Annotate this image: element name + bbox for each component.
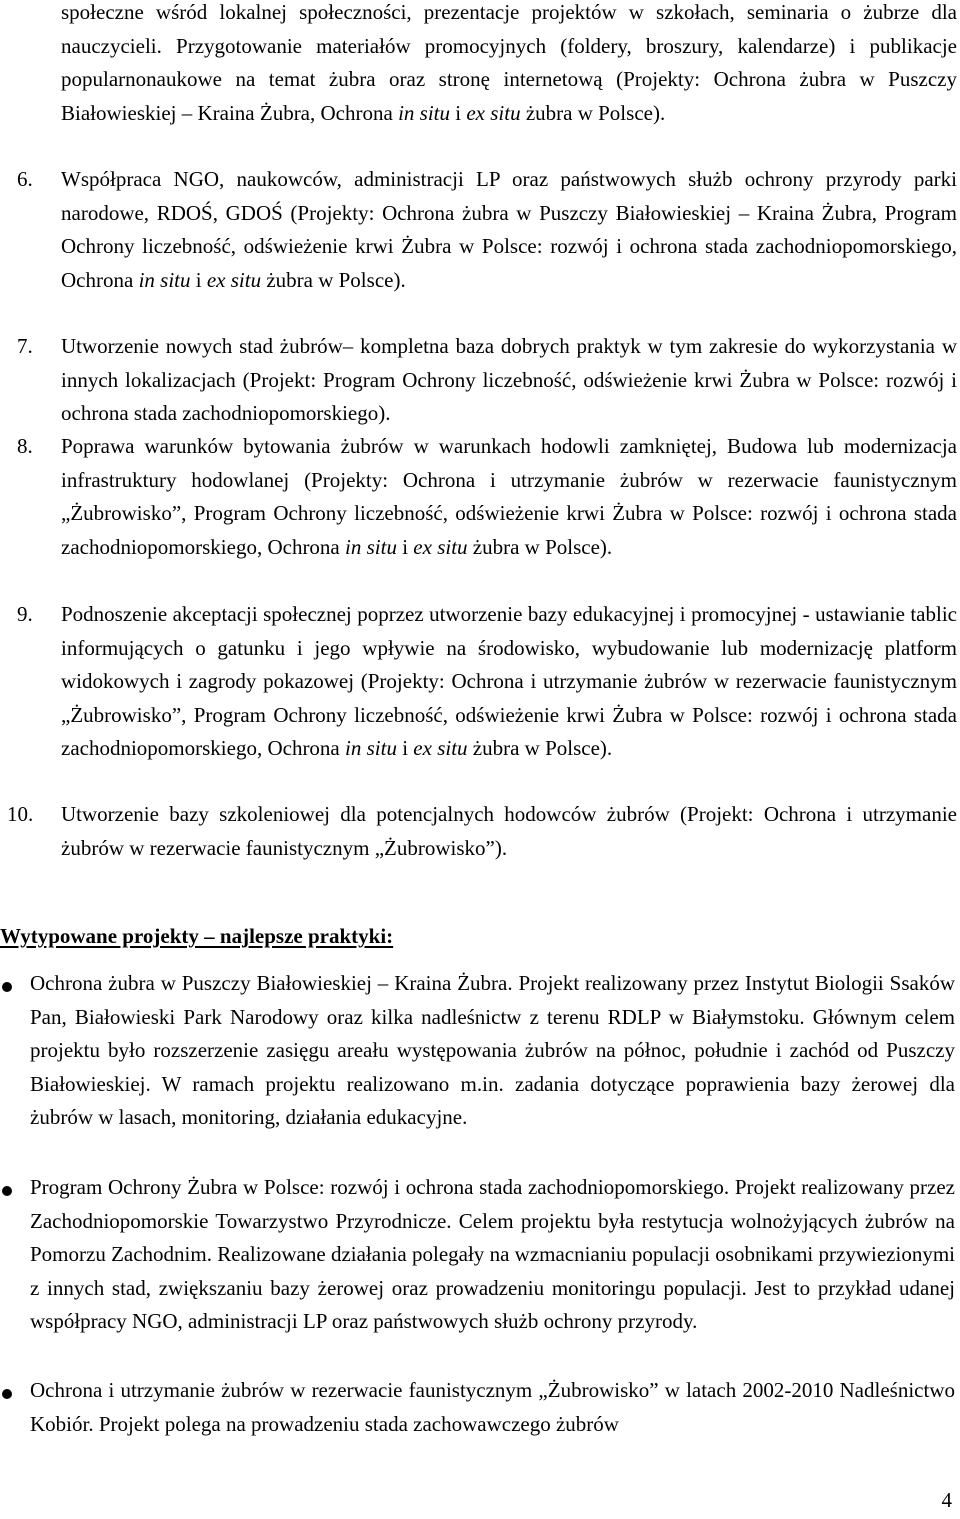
bullet-icon: [2, 1186, 12, 1196]
list-item-number: 10.: [7, 802, 34, 826]
list-item-number: 6.: [17, 167, 33, 191]
bullet-text: Program Ochrony Żubra w Polsce: rozwój i ochrona stada zachodniopomorskiego. Projekt realizowany przez Zachodniopomorskie Towarzystwo Przyrodnicze. Celem projektu była restytucja wolnożyjących żubrów na Pomorzu Zachodnim. Realizowane działania polegały na wzmacnianiu populacji osobnikami przywiezionymi z innych stad, zwiększaniu bazy żerowej oraz prowadzeniu monitoringu populacji. Jest to przykład udanej współpracy NGO, administracji LP oraz państwowych służb ochrony przyrody.: [30, 1175, 955, 1333]
bullet-icon: [2, 1389, 12, 1399]
bullet-item: [0, 1374, 960, 1441]
bullet-text: Ochrona żubra w Puszczy Białowieskiej – Kraina Żubra. Projekt realizowany przez Instytut Biologii Ssaków Pan, Białowieski Park Narodowy oraz kilka nadleśnictw z terenu RDLP w Białymstoku. Głównym celem projektu było rozszerzenie zasięgu areału występowania żubrów na północ, południe i zachód od Puszczy Białowieskiej. W ramach projektu realizowano m.in. zadania dotyczące poprawienia bazy żerowej dla żubrów w lasach, monitoring, działania edukacyjne.: [30, 971, 955, 1129]
bullet-item: [0, 1171, 960, 1339]
list-item: [0, 330, 960, 431]
list-item-number: 8.: [17, 434, 33, 458]
page-number: 4: [941, 1488, 952, 1512]
continuation-paragraph: społeczne wśród lokalnej społeczności, prezentacje projektów w szkołach, seminaria o żubrze dla nauczycieli. Przygotowanie materiałów promocyjnych (foldery, broszury, kalendarze) i publikacje popularnonaukowe na temat żubra oraz stronę internetową (Projekty: Ochrona żubra w Puszczy Białowieskiej – Kraina Żubra, Ochrona in situ i ex situ żubra w Polsce).: [61, 0, 957, 125]
list-item-text: Współpraca NGO, naukowców, administracji LP oraz państwowych służb ochrony przyrody parki narodowe, RDOŚ, GDOŚ (Projekty: Ochrona żubra w Puszczy Białowieskiej – Kraina Żubra, Program Ochrony liczebność, odświeżenie krwi Żubra w Polsce: rozwój i ochrona stada zachodniopomorskiego, Ochrona in situ i ex situ żubra w Polsce).: [61, 167, 957, 292]
list-item-text: Utworzenie nowych stad żubrów– kompletna baza dobrych praktyk w tym zakresie do wykorzystania w innych lokalizacjach (Projekt: Program Ochrony liczebność, odświeżenie krwi Żubra w Polsce: rozwój i ochrona stada zachodniopomorskiego).: [61, 334, 957, 425]
list-item-text: Utworzenie bazy szkoleniowej dla potencjalnych hodowców żubrów (Projekt: Ochrona i utrzymanie żubrów w rezerwacie faunistycznym „Żubrowisko”).: [61, 802, 957, 860]
list-item-text: Podnoszenie akceptacji społecznej poprzez utworzenie bazy edukacyjnej i promocyjnej - ustawianie tablic informujących o gatunku i jego wpływie na środowisko, wybudowanie lub modernizację platform widokowych i zagrody pokazowej (Projekty: Ochrona i utrzymanie żubrów w rezerwacie faunistycznym „Żubrowisko”, Program Ochrony liczebność, odświeżenie krwi Żubra w Polsce: rozwój i ochrona stada zachodniopomorskiego, Ochrona in situ i ex situ żubra w Polsce).: [61, 602, 957, 760]
list-item: [0, 163, 960, 297]
bullet-text: Ochrona i utrzymanie żubrów w rezerwacie faunistycznym „Żubrowisko” w latach 2002-2010 Nadleśnictwo Kobiór. Projekt polega na prowadzeniu stada zachowawczego żubrów: [30, 1378, 955, 1436]
list-item: [0, 598, 960, 766]
list-item-number: 9.: [17, 602, 33, 626]
bullet-item: [0, 967, 960, 1135]
list-item: [0, 798, 960, 865]
list-item-text: Poprawa warunków bytowania żubrów w warunkach hodowli zamkniętej, Budowa lub modernizacja infrastruktury hodowlanej (Projekty: Ochrona i utrzymanie żubrów w rezerwacie faunistycznym „Żubrowisko”, Program Ochrony liczebność, odświeżenie krwi Żubra w Polsce: rozwój i ochrona stada zachodniopomorskiego, Ochrona in situ i ex situ żubra w Polsce).: [61, 434, 957, 559]
bullet-icon: [2, 982, 12, 992]
section-heading: Wytypowane projekty – najlepsze praktyki:: [0, 924, 394, 948]
list-item-number: 7.: [17, 334, 33, 358]
list-item: [0, 430, 960, 564]
